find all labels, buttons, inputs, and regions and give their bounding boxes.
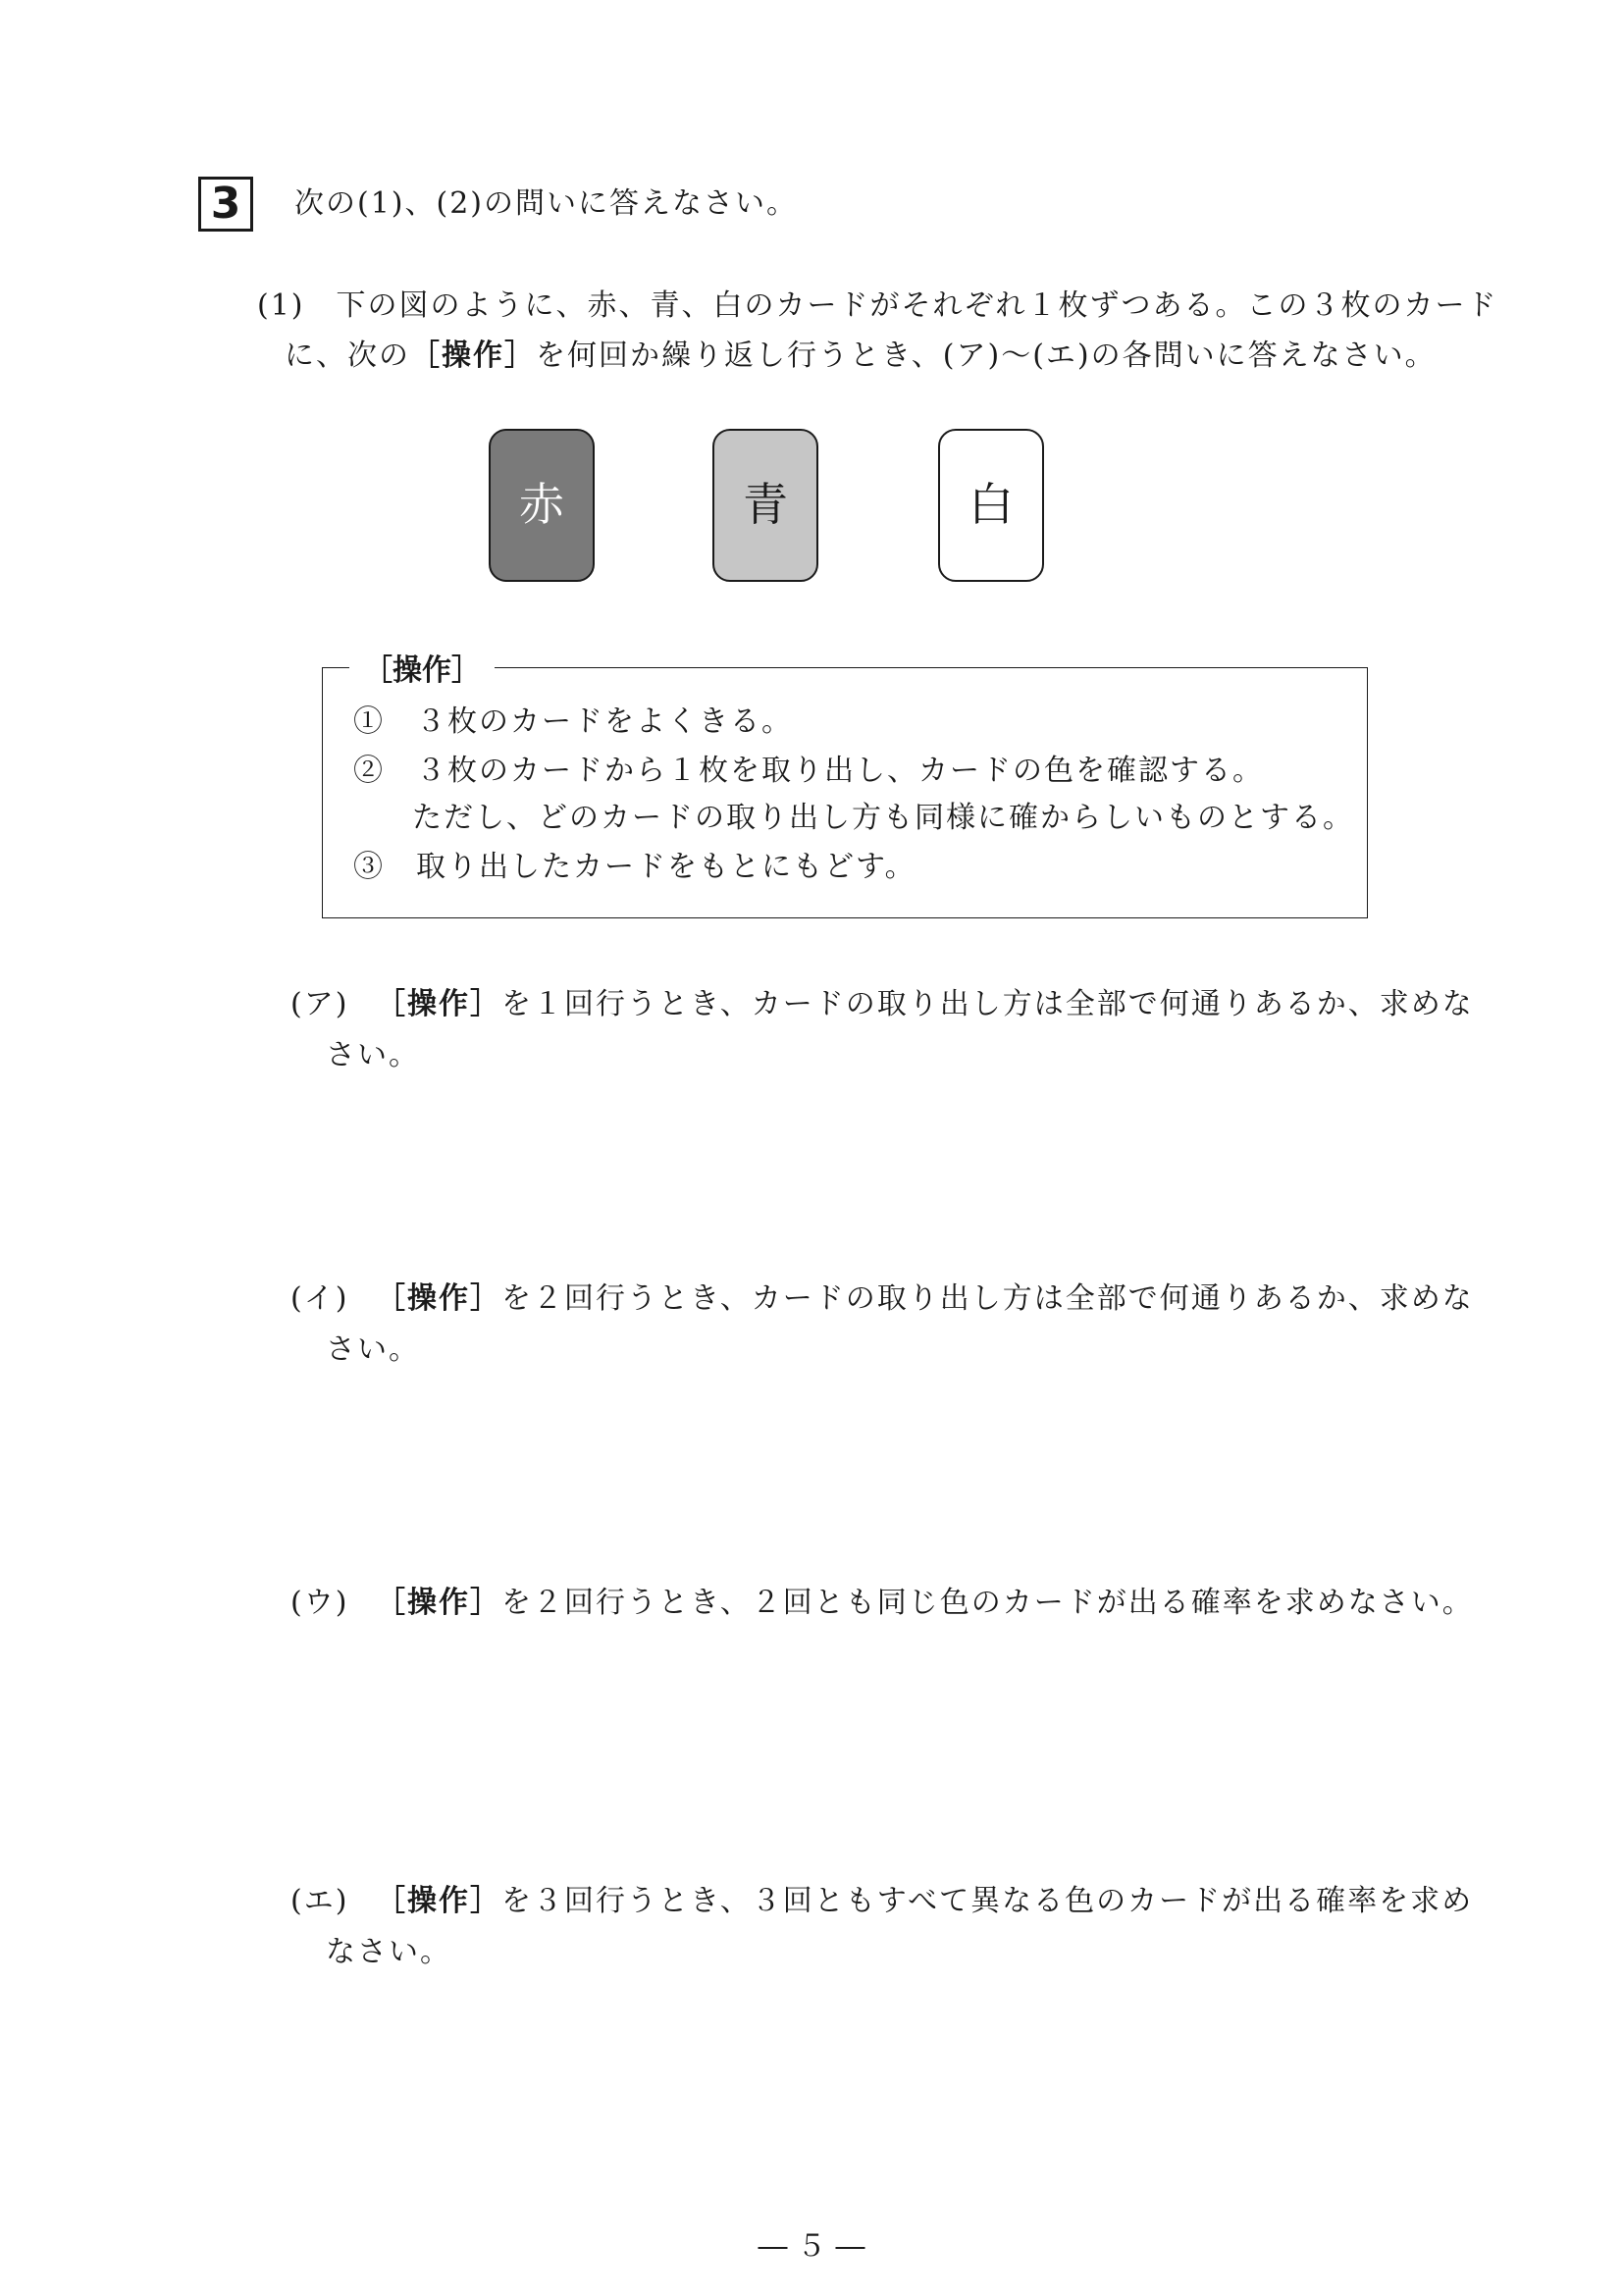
subquestion-d-line1 [290, 1882, 1473, 1921]
card-red: 赤 [489, 429, 595, 582]
subquestion-b-text: を２回行うとき、カードの取り出し方は全部で何通りあるか、求めな [500, 1281, 1474, 1316]
question-intro: 次の(1)、(2)の問いに答えなさい。 [294, 186, 798, 221]
subquestion-b-line1 [290, 1279, 1474, 1319]
subquestion-b-line2: さい。 [326, 1332, 420, 1367]
subquestion-b-operation-ref: ［操作］ [375, 1281, 501, 1316]
subquestion-a-label: (ア) [290, 987, 349, 1021]
subquestion-d-operation-ref: ［操作］ [375, 1884, 501, 1918]
card-white: 白 [938, 429, 1044, 582]
subquestion-c-text: を２回行うとき、２回とも同じ色のカードが出る確率を求めなさい。 [500, 1586, 1474, 1620]
subquestion-d-line2: なさい。 [326, 1935, 451, 1969]
subquestion-d-text: を３回行うとき、３回ともすべて異なる色のカードが出る確率を求め [500, 1884, 1474, 1918]
part1-line2 [285, 337, 1437, 376]
subquestion-a-operation-ref: ［操作］ [375, 987, 501, 1021]
subquestion-a-line1 [290, 985, 1474, 1024]
subquestion-d-label: (エ) [290, 1884, 349, 1918]
operation-step2: ② ３枚のカードから１枚を取り出し、カードの色を確認する。 [353, 754, 1264, 788]
subquestion-b-label: (イ) [290, 1281, 349, 1316]
part1-operation-ref: ［操作］ [410, 339, 536, 373]
card-blue: 青 [712, 429, 818, 582]
operation-step2-note: ただし、どのカードの取り出し方も同様に確からしいものとする。 [412, 801, 1354, 835]
operation-title: ［操作］ [349, 652, 495, 691]
part1-line2-post: を何回か繰り返し行うとき、(ア)～(エ)の各問いに答えなさい。 [536, 339, 1437, 373]
part1-line1: (1) 下の図のように、赤、青、白のカードがそれぞれ１枚ずつある。この３枚のカード [257, 288, 1498, 323]
subquestion-a-line2: さい。 [326, 1038, 420, 1072]
subquestion-c-line1 [290, 1584, 1474, 1623]
question-number-box: 3 [198, 177, 253, 232]
subquestion-a-text: を１回行うとき、カードの取り出し方は全部で何通りあるか、求めな [500, 987, 1474, 1021]
part1-line2-pre: に、次の [285, 339, 410, 373]
operation-step3: ③ 取り出したカードをもとにもどす。 [353, 850, 916, 884]
operation-step1: ① ３枚のカードをよくきる。 [353, 704, 793, 739]
subquestion-c-operation-ref: ［操作］ [375, 1586, 501, 1620]
subquestion-c-label: (ウ) [290, 1586, 349, 1620]
page-number: ― ５ ― [758, 2229, 865, 2264]
